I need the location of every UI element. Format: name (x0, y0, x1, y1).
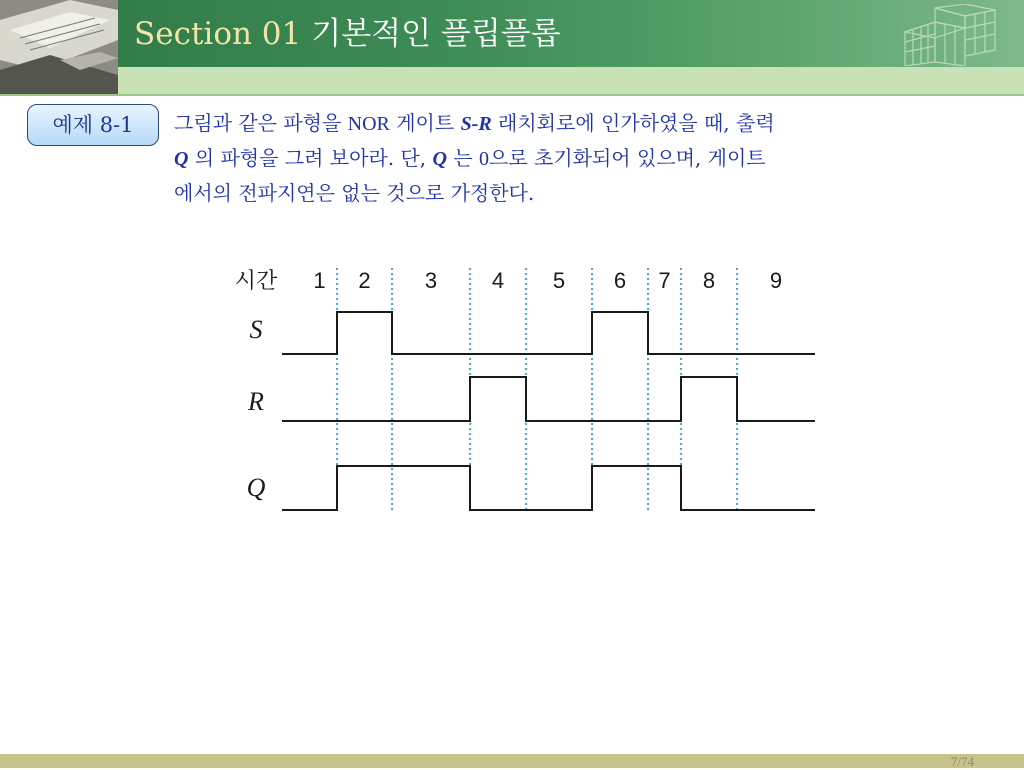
time-tick-label: 9 (769, 268, 783, 293)
sr-term: S-R (460, 113, 492, 135)
q-variable: Q (432, 148, 447, 170)
problem-text-segment: 그림과 같은 파형을 (174, 111, 348, 135)
time-tick-label: 8 (702, 268, 716, 293)
time-tick-label: 2 (358, 268, 371, 293)
waveform-r (282, 377, 815, 421)
page-number: 7/74 (950, 754, 974, 769)
time-axis-label: 시간 (234, 268, 278, 293)
section-title: 기본적인 플립플롭 (311, 16, 561, 52)
time-tick-label: 7 (658, 268, 671, 293)
signal-label-s: S (249, 315, 263, 344)
signal-label-q: Q (246, 473, 266, 502)
problem-text-segment: 게이트 (389, 111, 461, 135)
time-tick-label: 5 (552, 268, 566, 293)
nor-term: NOR (347, 113, 390, 135)
footer-bar (0, 754, 1024, 768)
problem-text-segment: 에서의 전파지연은 없는 것으로 가정한다. (174, 181, 535, 205)
problem-text-segment: 래치회로에 인가하였을 때, 출력 (491, 111, 775, 135)
initial-value: 0 (479, 148, 490, 170)
problem-text-segment: 의 파형을 그려 보아라. 단, (188, 146, 433, 170)
time-tick-label: 6 (613, 268, 627, 293)
waveform-q (282, 466, 815, 510)
signal-label-r: R (248, 387, 264, 416)
problem-text-segment: 으로 초기화되어 있으며, 게이트 (489, 146, 766, 170)
example-badge: 예제 8-1 (27, 104, 159, 146)
section-label: Section 01 (134, 16, 302, 52)
waveform-s (282, 312, 815, 354)
problem-text-segment: 는 (446, 146, 480, 170)
time-tick-label: 4 (491, 268, 505, 293)
time-tick-label: 3 (424, 268, 438, 293)
q-variable: Q (174, 148, 189, 170)
time-tick-label: 1 (313, 268, 326, 293)
